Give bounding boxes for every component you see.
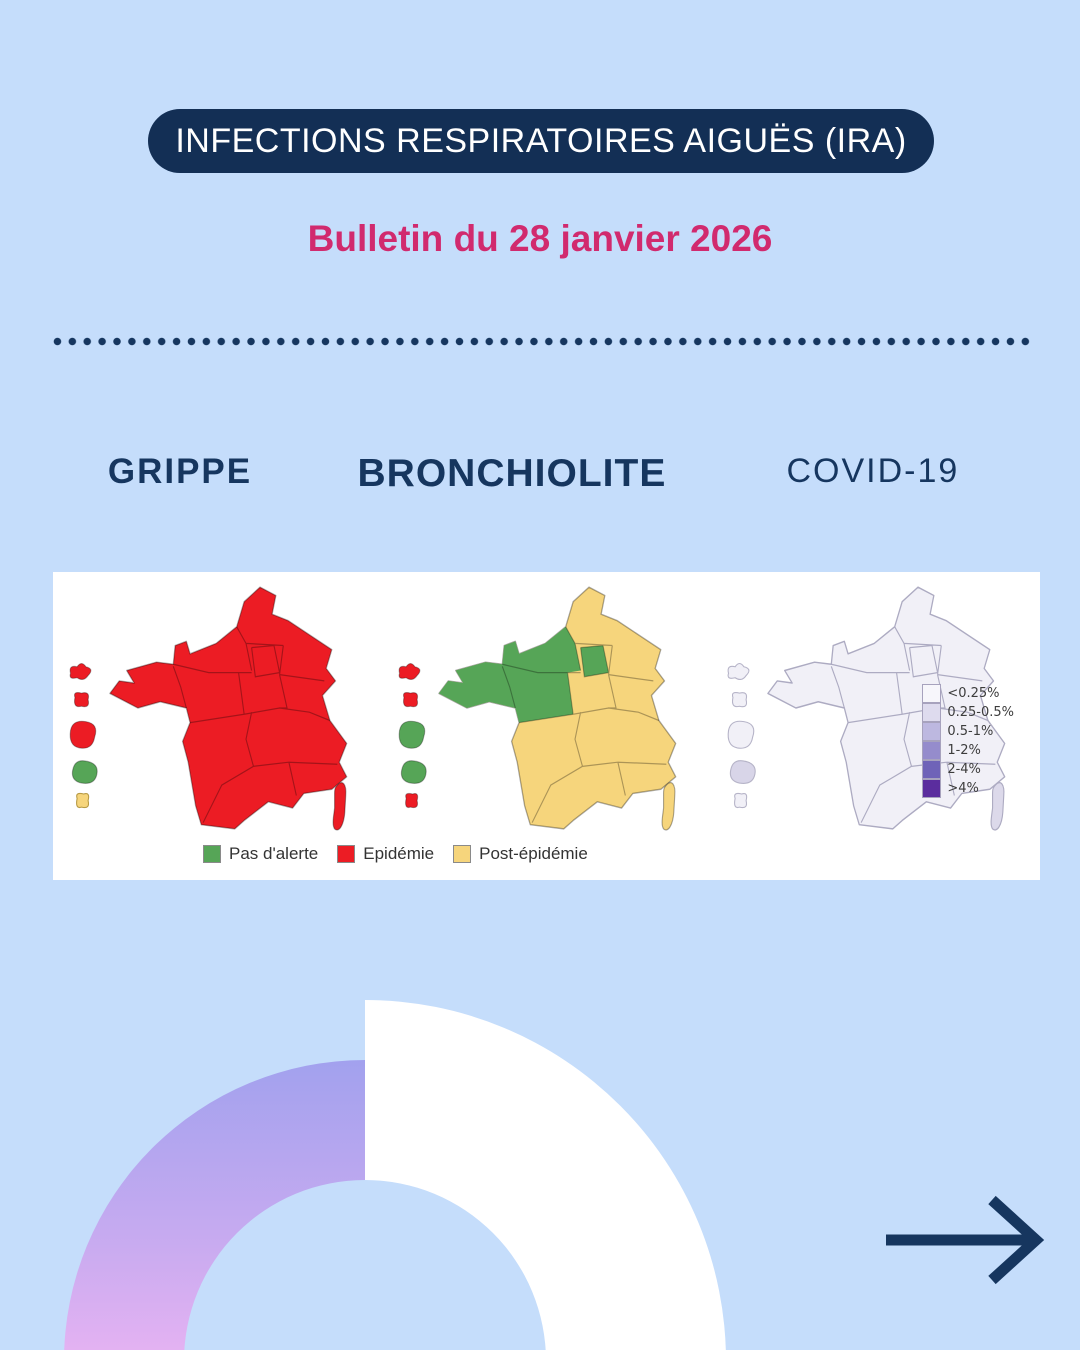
legend-swatch-yellow	[453, 845, 471, 863]
scale-label: <0.25%	[947, 686, 1000, 701]
map-grippe	[53, 572, 382, 880]
region-northwest-green	[439, 627, 581, 723]
legend-label: Post-épidémie	[479, 844, 588, 863]
legend-label: Epidémie	[363, 844, 435, 863]
dom-territory-guyane	[728, 721, 754, 748]
corsica	[333, 783, 346, 830]
scale-swatch	[922, 760, 941, 779]
column-header-bronchiolite: BRONCHIOLITE	[357, 452, 667, 495]
next-arrow-icon[interactable]	[880, 1190, 1050, 1290]
dom-territory-martinique	[74, 693, 88, 707]
column-headers	[0, 452, 1080, 496]
arc-white-half	[365, 1000, 726, 1350]
column-header-grippe: GRIPPE	[107, 452, 253, 491]
dom-territory-guadeloupe	[70, 663, 91, 679]
dom-territory-martinique	[732, 693, 746, 707]
dom-territory-mayotte	[735, 793, 747, 807]
dom-territory-guyane	[399, 721, 425, 748]
corsica	[662, 783, 675, 830]
maps-panel	[53, 572, 1040, 880]
legend-swatch-red	[337, 845, 355, 863]
dom-territory-guadeloupe	[728, 663, 749, 679]
map-bronchiolite	[382, 572, 711, 880]
france-outline	[110, 587, 347, 829]
scale-swatch	[922, 779, 941, 798]
dom-territory-mayotte	[77, 793, 89, 807]
scale-row	[922, 722, 1014, 741]
dom-territory-reunion	[730, 761, 755, 784]
scale-label: 0.5-1%	[947, 724, 994, 739]
header-pill	[148, 109, 934, 173]
scale-swatch	[922, 722, 941, 741]
scale-swatch	[922, 741, 941, 760]
alert-legend	[203, 844, 588, 864]
legend-swatch-green	[203, 845, 221, 863]
scale-row	[922, 760, 1014, 779]
scale-row	[922, 779, 1014, 798]
covid-scale-legend	[922, 684, 1014, 798]
scale-label: >4%	[947, 781, 979, 796]
dotted-divider	[50, 337, 1033, 346]
scale-label: 2-4%	[947, 762, 981, 777]
dom-territory-reunion	[72, 761, 97, 784]
legend-item-pas-dalerte	[203, 844, 318, 864]
scale-label: 1-2%	[947, 743, 981, 758]
scale-row	[922, 684, 1014, 703]
legend-item-post-epidemie	[453, 844, 588, 864]
arc-gradient-half	[64, 1060, 365, 1350]
dom-territory-reunion	[401, 761, 426, 784]
dom-territory-martinique	[403, 693, 417, 707]
map-bronchiolite-svg	[382, 572, 711, 880]
scale-swatch	[922, 684, 941, 703]
page-title: INFECTIONS RESPIRATOIRES AIGUËS (IRA)	[175, 121, 907, 160]
dom-territory-mayotte	[406, 793, 418, 807]
column-header-covid: COVID-19	[786, 452, 960, 490]
scale-row	[922, 703, 1014, 722]
scale-row	[922, 741, 1014, 760]
scale-label: 0.25-0.5%	[947, 705, 1014, 720]
bulletin-date: Bulletin du 28 janvier 2026	[307, 218, 773, 259]
dom-territory-guyane	[70, 721, 96, 748]
scale-swatch	[922, 703, 941, 722]
dom-territory-guadeloupe	[399, 663, 420, 679]
legend-item-epidemie	[337, 844, 434, 864]
legend-label: Pas d'alerte	[229, 844, 319, 863]
map-grippe-svg	[53, 572, 382, 880]
